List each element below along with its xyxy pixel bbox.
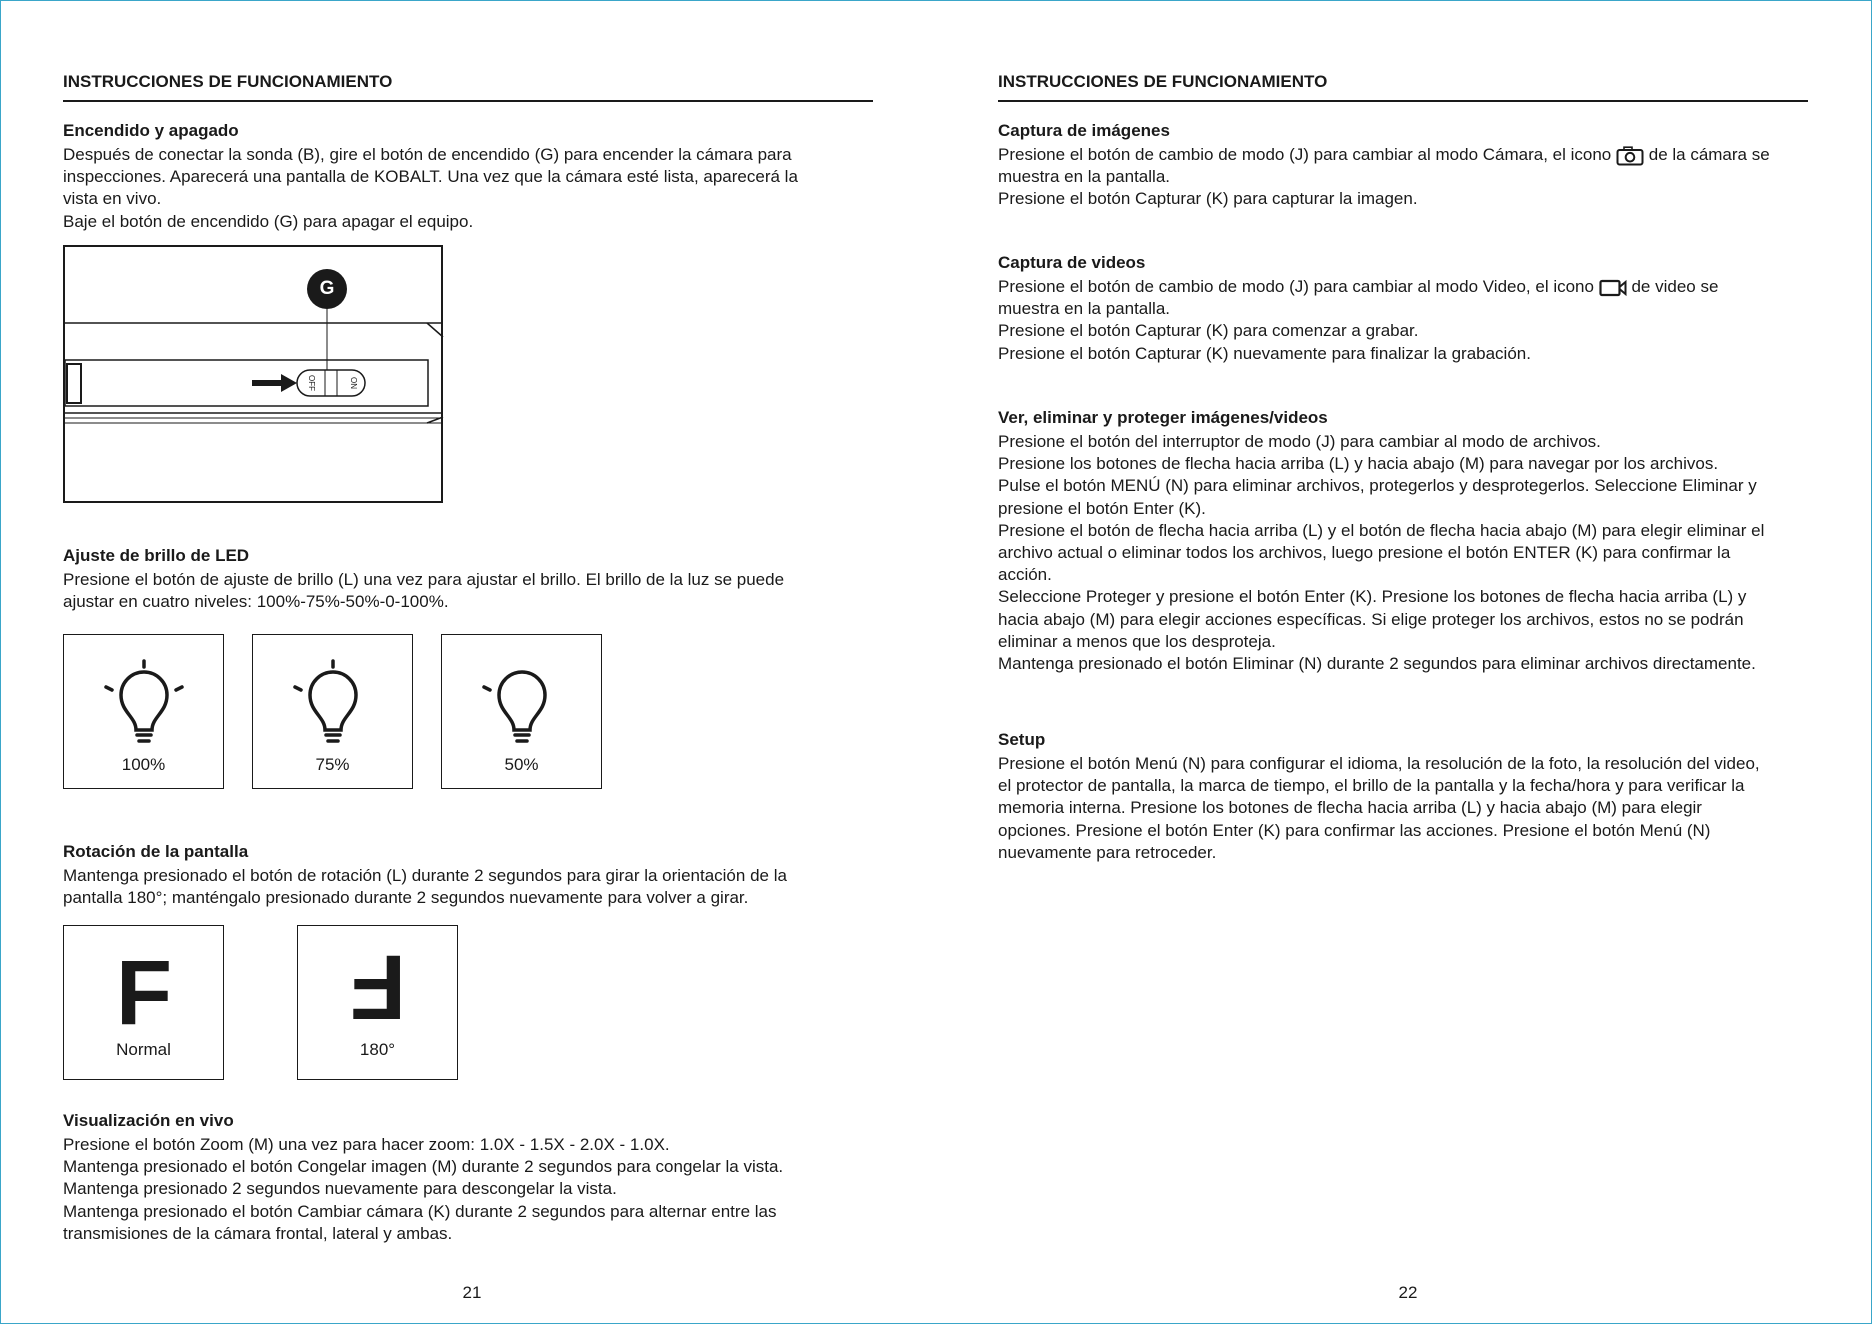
page-number: 21 — [462, 1283, 482, 1302]
text-line: Presione el botón Capturar (K) nuevamente para finalizar la grabación. — [998, 343, 1531, 363]
text-line: Presione el botón Capturar (K) para comenzar a grabar. — [998, 321, 1419, 341]
text-line: nuevamente para retroceder. — [998, 842, 1217, 862]
section-video-capture — [998, 252, 1808, 365]
svg-text:OFF: OFF — [307, 375, 316, 391]
page-number: 22 — [1398, 1283, 1418, 1302]
brightness-50-box — [441, 634, 602, 789]
text-line — [998, 144, 1808, 166]
text-line: Pulse el botón MENÚ (N) para eliminar archivos, protegerlos y desprotegerlos. Seleccione Eliminar y — [998, 476, 1757, 496]
section-title: Ver, eliminar y proteger imágenes/videos — [998, 408, 1328, 427]
page-header: INSTRUCCIONES DE FUNCIONAMIENTO — [998, 72, 1808, 102]
brightness-label: 75% — [315, 755, 350, 774]
section-setup — [998, 729, 1808, 864]
section-screen-rotation — [63, 841, 873, 909]
brightness-label: 50% — [504, 755, 539, 774]
text-line: presione el botón Enter (K). — [998, 498, 1206, 518]
power-switch-diagram — [63, 245, 443, 503]
text-line: inspecciones. Aparecerá una pantalla de KOBALT. Una vez que la cámara esté lista, aparecerá la — [63, 167, 798, 187]
text-line: Después de conectar la sonda (B), gire el botón de encendido (G) para encender la cámara para — [63, 145, 792, 164]
brightness-label: 100% — [121, 755, 166, 774]
text-line: Presione el botón de flecha hacia arriba (L) y el botón de flecha hacia abajo (M) para elegir eliminar el — [998, 520, 1765, 540]
section-title: Captura de imágenes — [998, 121, 1170, 140]
text-line: Presione el botón Zoom (M) una vez para hacer zoom: 1.0X - 1.5X - 2.0X - 1.0X. — [63, 1135, 670, 1154]
text-fragment: de la cámara se — [1648, 145, 1770, 164]
text-line: Presione el botón del interruptor de modo (J) para cambiar al modo de archivos. — [998, 432, 1601, 451]
text-line: Presione el botón Capturar (K) para capturar la imagen. — [998, 189, 1418, 209]
svg-text:ON: ON — [349, 377, 358, 389]
section-power — [63, 120, 873, 233]
text-line: Baje el botón de encendido (G) para apagar el equipo. — [63, 211, 474, 231]
camera-icon — [1616, 146, 1644, 166]
text-line: eliminar a menos que los desproteja. — [998, 631, 1276, 651]
text-line: Presione los botones de flecha hacia arriba (L) y hacia abajo (M) para navegar por los archivos. — [998, 454, 1719, 474]
text-line: Mantenga presionado 2 segundos nuevamente para descongelar la vista. — [63, 1179, 617, 1199]
page-header: INSTRUCCIONES DE FUNCIONAMIENTO — [63, 72, 873, 102]
callout-g-label: G — [307, 269, 347, 309]
video-camera-icon — [1599, 278, 1627, 298]
text-line: el protector de pantalla, la marca de tiempo, el brillo de la pantalla y la fecha/hora y para verificar la — [998, 776, 1745, 796]
text-line: pantalla 180°; manténgalo presionado durante 2 segundos nuevamente para volver a girar. — [63, 888, 749, 908]
section-live-view — [63, 1110, 873, 1245]
section-led-brightness — [63, 545, 873, 613]
rotation-label: Normal — [116, 1040, 171, 1059]
section-title: Visualización en vivo — [63, 1111, 234, 1130]
text-fragment: Presione el botón de cambio de modo (J) para cambiar al modo Cámara, el icono — [998, 145, 1612, 164]
rotation-label: 180° — [359, 1040, 396, 1059]
section-view-delete-protect — [998, 407, 1808, 675]
text-line: Presione el botón Menú (N) para configurar el idioma, la resolución de la foto, la resolución del video, — [998, 754, 1760, 773]
text-line: opciones. Presione el botón Enter (K) para confirmar las acciones. Presione el botón Menú (N) — [998, 820, 1711, 840]
text-line: vista en vivo. — [63, 189, 162, 209]
text-line: Seleccione Proteger y presione el botón Enter (K). Presione los botones de flecha hacia arriba (L) y — [998, 587, 1747, 607]
text-line: Mantenga presionado el botón Congelar imagen (M) durante 2 segundos para congelar la vista. — [63, 1157, 784, 1177]
letter-f-rotated: F — [349, 936, 407, 1038]
section-image-capture — [998, 120, 1808, 211]
text-line: ajustar en cuatro niveles: 100%-75%-50%-0-100%. — [63, 592, 449, 612]
rotation-180-box — [297, 925, 458, 1080]
text-line — [998, 276, 1808, 298]
letter-f-normal: F — [115, 942, 173, 1044]
text-line: memoria interna. Presione los botones de flecha hacia arriba (L) y hacia abajo (M) para elegir — [998, 798, 1702, 818]
brightness-75-box — [252, 634, 413, 789]
section-title: Setup — [998, 730, 1046, 749]
text-fragment: de video se — [1631, 277, 1719, 296]
text-line: acción. — [998, 565, 1052, 585]
brightness-100-box — [63, 634, 224, 789]
text-line: archivo actual o eliminar todos los archivos, luego presione el botón ENTER (K) para confirmar la — [998, 543, 1731, 563]
section-title: Rotación de la pantalla — [63, 842, 249, 861]
text-line: Mantenga presionado el botón Eliminar (N) durante 2 segundos para eliminar archivos directamente. — [998, 654, 1756, 674]
text-fragment: Presione el botón de cambio de modo (J) para cambiar al modo Video, el icono — [998, 277, 1594, 296]
text-line: Mantenga presionado el botón de rotación (L) durante 2 segundos para girar la orientación de la — [63, 866, 787, 885]
text-line: hacia abajo (M) para elegir acciones específicas. Si elige proteger los archivos, estos no se podrán — [998, 609, 1744, 629]
text-line: muestra en la pantalla. — [998, 299, 1170, 319]
text-line: Mantenga presionado el botón Cambiar cámara (K) durante 2 segundos para alternar entre las — [63, 1201, 777, 1221]
text-line: Presione el botón de ajuste de brillo (L) una vez para ajustar el brillo. El brillo de la luz se puede — [63, 570, 785, 589]
text-line: transmisiones de la cámara frontal, lateral y ambas. — [63, 1223, 453, 1243]
rotation-normal-box — [63, 925, 224, 1080]
section-title: Encendido y apagado — [63, 121, 239, 140]
section-title: Ajuste de brillo de LED — [63, 546, 250, 565]
text-line: muestra en la pantalla. — [998, 167, 1170, 187]
section-title: Captura de videos — [998, 253, 1146, 272]
